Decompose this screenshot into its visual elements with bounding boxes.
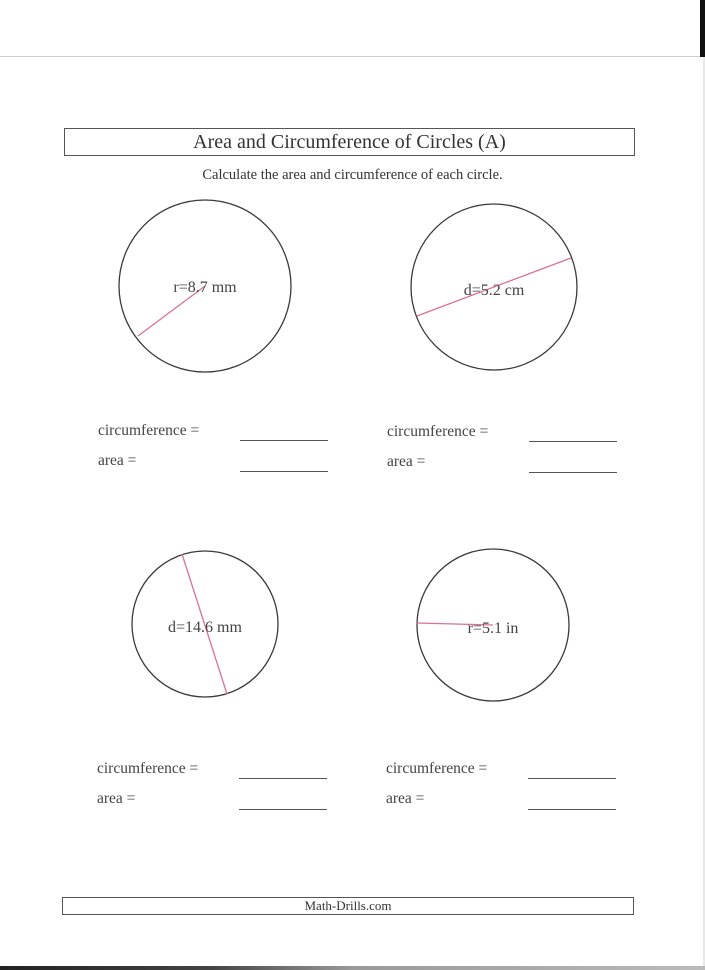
area-row (387, 453, 627, 483)
circumference-row (97, 760, 337, 790)
area-label: area = (387, 453, 426, 470)
circumference-answer-blank[interactable] (529, 441, 617, 442)
circle-measure-label: d=14.6 mm (168, 619, 242, 636)
circumference-row (387, 423, 627, 453)
area-row (386, 790, 626, 820)
circumference-label: circumference = (386, 760, 488, 777)
circumference-answer-blank[interactable] (239, 778, 327, 779)
area-row (98, 452, 338, 482)
circle-measure-label: r=5.1 in (467, 620, 519, 637)
worksheet-instructions: Calculate the area and circumference of each circle. (202, 167, 503, 183)
area-answer-blank[interactable] (528, 809, 616, 810)
circumference-answer-blank[interactable] (528, 778, 616, 779)
area-row (97, 790, 337, 820)
area-label: area = (98, 452, 137, 469)
circumference-answer-blank[interactable] (240, 440, 328, 441)
answer-block-2 (387, 423, 627, 483)
area-label: area = (97, 790, 136, 807)
circumference-label: circumference = (387, 423, 489, 440)
circumference-label: circumference = (97, 760, 199, 777)
circumference-label: circumference = (98, 422, 200, 439)
answer-block-1 (98, 422, 338, 482)
answer-block-3 (97, 760, 337, 820)
circumference-row (98, 422, 338, 452)
area-label: area = (386, 790, 425, 807)
circle-measure-label: r=8.7 mm (173, 279, 237, 296)
footer-site-name: Math-Drills.com (304, 898, 392, 913)
circle-problem-2 (411, 204, 577, 370)
circle-measure-label: d=5.2 cm (463, 282, 525, 299)
footer-box (62, 897, 634, 915)
worksheet-title: Area and Circumference of Circles (A) (193, 130, 506, 153)
area-answer-blank[interactable] (240, 471, 328, 472)
answer-block-4 (386, 760, 626, 820)
area-answer-blank[interactable] (239, 809, 327, 810)
circle-problem-1 (119, 200, 291, 372)
circumference-row (386, 760, 626, 790)
circle-problem-3 (132, 551, 278, 697)
area-answer-blank[interactable] (529, 472, 617, 473)
circle-problem-4 (417, 549, 569, 701)
